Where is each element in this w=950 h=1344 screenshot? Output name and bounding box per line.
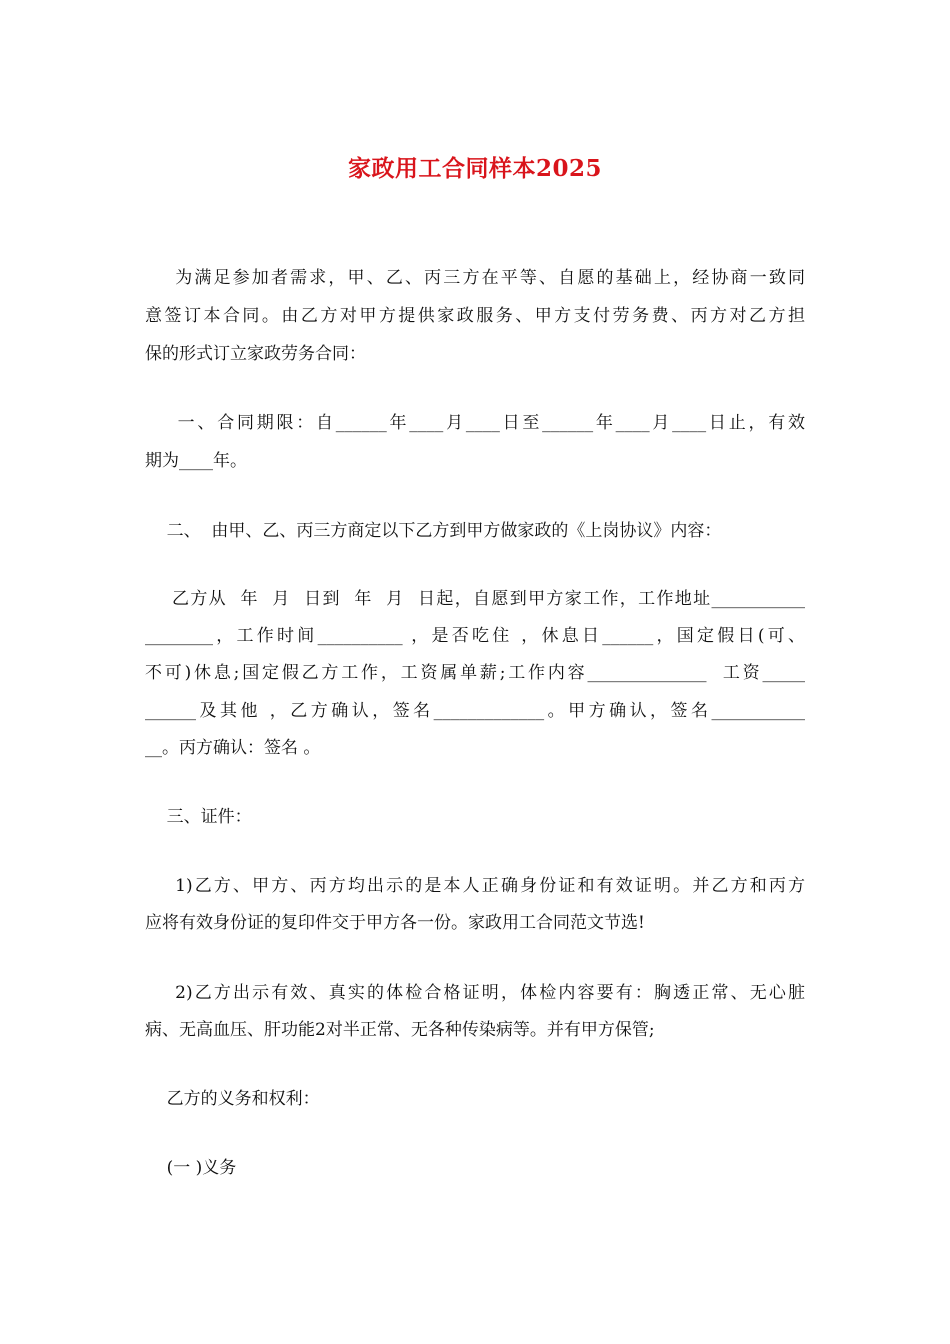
paragraph-line: 应将有效身份证的复印件交于甲方各一份。家政用工合同范文节选! xyxy=(145,913,645,933)
paragraph-line: 乙方从 年 月 日到 年 月 日起，自愿到甲方家工作，工作地址___________ xyxy=(145,589,805,609)
paragraph-line: 不可)休息;国定假乙方工作，工资属单薪;工作内容______________ 工资_____ xyxy=(145,663,805,683)
paragraph-line: (一 )义务 xyxy=(145,1158,237,1178)
paragraph-line: ________，工作时间__________ ，是否吃住 ，休息日______，国定假日(可、 xyxy=(145,626,805,646)
paragraph-line: 期为____年。 xyxy=(145,451,247,471)
paragraph-line: 意签订本合同。由乙方对甲方提供家政服务、甲方支付劳务费、丙方对乙方担 xyxy=(145,306,805,326)
paragraph-line: 1)乙方、甲方、丙方均出示的是本人正确身份证和有效证明。并乙方和丙方 xyxy=(145,876,805,896)
paragraph-line: 乙方的义务和权利： xyxy=(145,1089,320,1109)
paragraph-line: 三、证件： xyxy=(145,807,252,827)
paragraph-line: 二、 由甲、乙、丙三方商定以下乙方到甲方做家政的《上岗协议》内容： xyxy=(145,521,722,541)
paragraph-line: 一、合同期限：自______年____月____日至______年____月____日止，有效 xyxy=(145,413,805,433)
paragraph-line: 病、无高血压、肝功能2对半正常、无各种传染病等。并有甲方保管; xyxy=(145,1020,655,1040)
paragraph-line: 为满足参加者需求，甲、乙、丙三方在平等、自愿的基础上，经协商一致同 xyxy=(145,268,805,288)
paragraph-line: __。丙方确认：签名 。 xyxy=(145,738,321,758)
document-title: 家政用工合同样本2025 xyxy=(347,155,602,182)
paragraph-line: 2)乙方出示有效、真实的体检合格证明，体检内容要有：胸透正常、无心脏 xyxy=(145,983,805,1003)
paragraph-line: ______及其他 ，乙方确认，签名_____________。甲方确认，签名___________ xyxy=(145,701,805,721)
paragraph-line: 保的形式订立家政劳务合同： xyxy=(145,344,366,364)
